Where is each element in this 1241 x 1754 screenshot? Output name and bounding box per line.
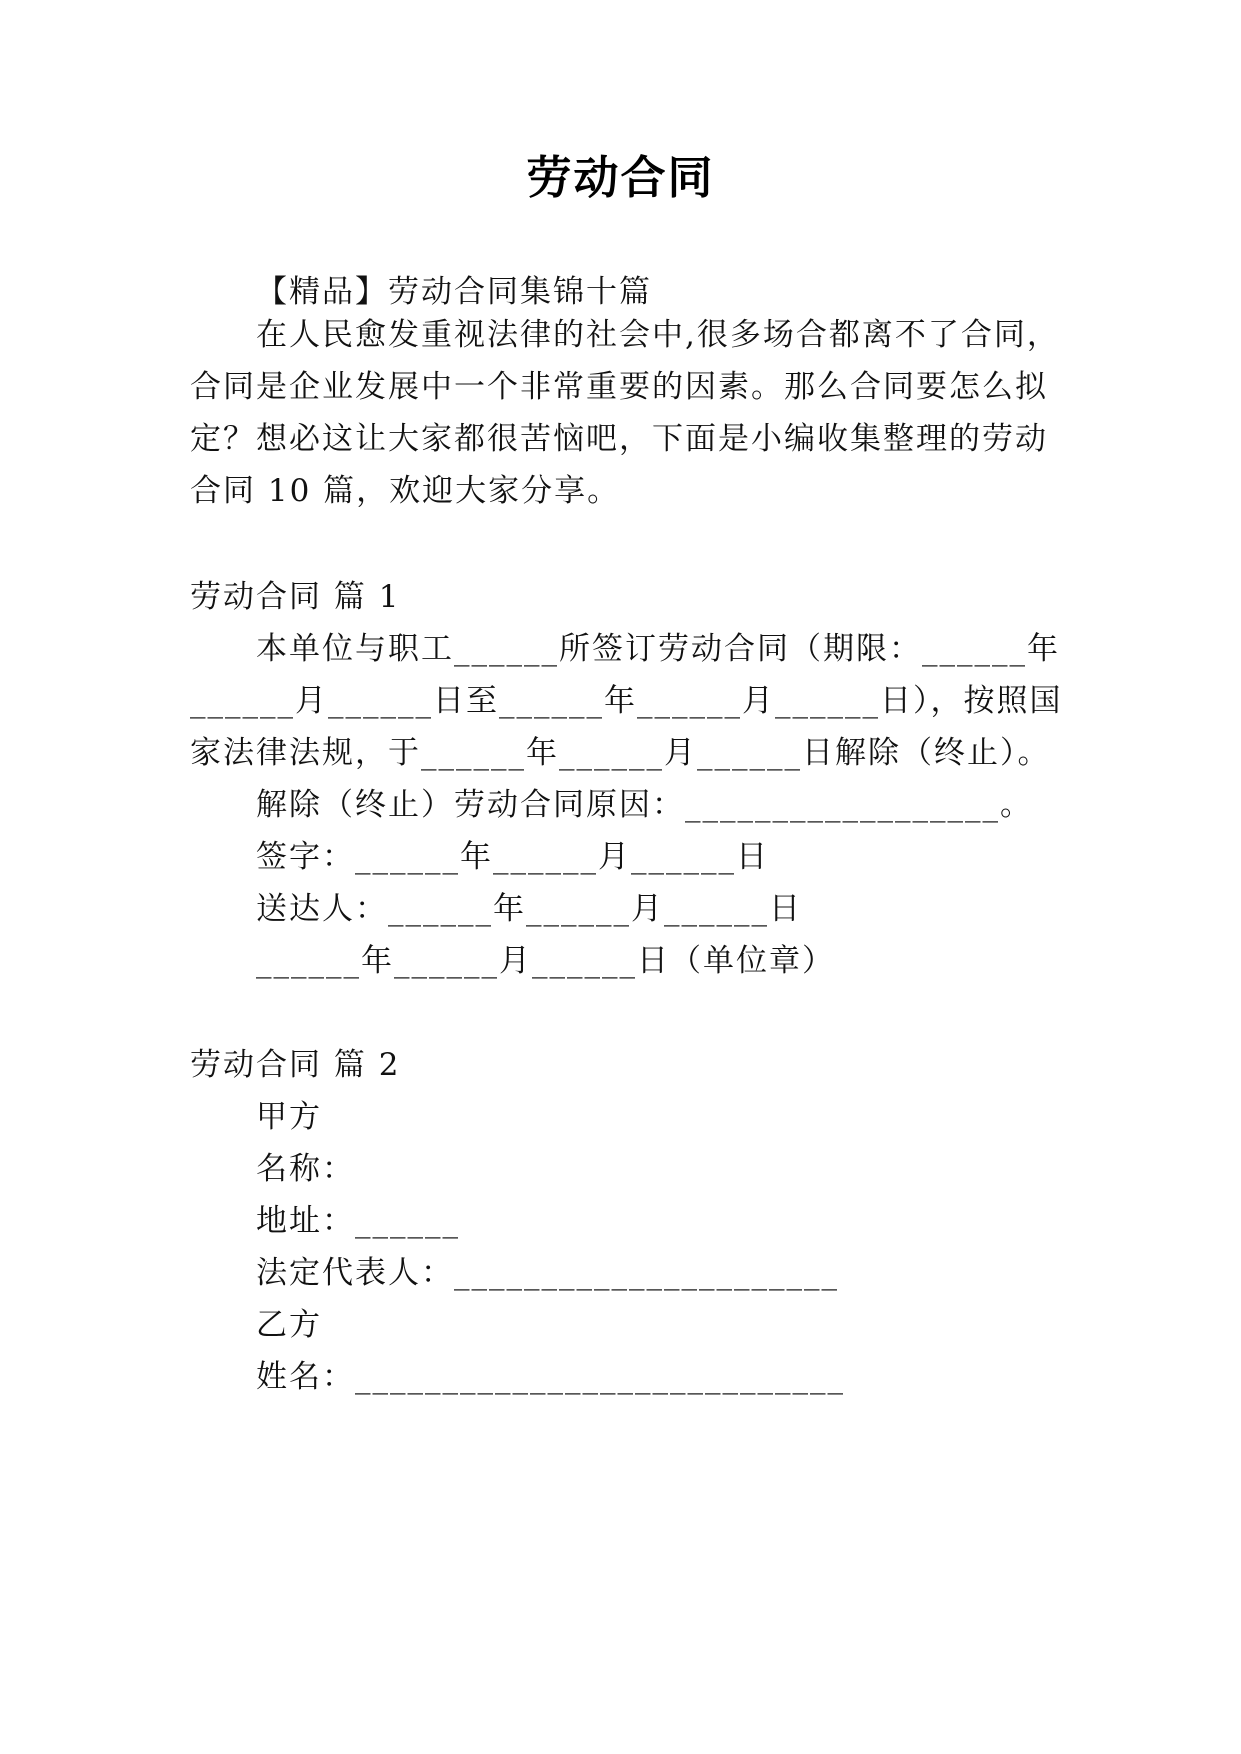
section-2-line-2: 名称：	[256, 1151, 355, 1187]
document-subtitle: 【精品】劳动合同集锦十篇	[256, 274, 652, 310]
section-1-line-4: 解除（终止）劳动合同原因：__________________。	[256, 787, 1033, 823]
section-2-line-5: 乙方	[256, 1307, 322, 1343]
intro-line-3: 定？想必这让大家都很苦恼吧，下面是小编收集整理的劳动	[190, 421, 1048, 457]
section-2-line-6: 姓名：____________________________	[256, 1359, 845, 1395]
section-2-line-4: 法定代表人：______________________	[256, 1255, 839, 1291]
section-1-line-3: 家法律法规，于______年______月______日解除（终止）。	[190, 735, 1051, 771]
section-2-line-1: 甲方	[256, 1099, 322, 1135]
intro-line-4: 合同 10 篇，欢迎大家分享。	[190, 473, 621, 509]
intro-line-2: 合同是企业发展中一个非常重要的因素。那么合同要怎么拟	[190, 369, 1048, 405]
document-title: 劳动合同	[526, 151, 715, 204]
section-2-heading: 劳动合同 篇 2	[190, 1047, 401, 1083]
section-1-line-5: 签字：______年______月______日	[256, 839, 769, 875]
section-1-line-6: 送达人：______年______月______日	[256, 891, 802, 927]
section-1-line-1: 本单位与职工______所签订劳动合同（期限：______年	[256, 631, 1060, 667]
intro-line-1: 在人民愈发重视法律的社会中,很多场合都离不了合同，	[256, 317, 1060, 353]
section-1-line-2: ______月______日至______年______月______日），按照国	[190, 683, 1063, 719]
section-1-line-7: ______年______月______日（单位章）	[256, 943, 835, 979]
section-1-heading: 劳动合同 篇 1	[190, 579, 401, 615]
section-2-line-3: 地址：______	[256, 1203, 460, 1239]
